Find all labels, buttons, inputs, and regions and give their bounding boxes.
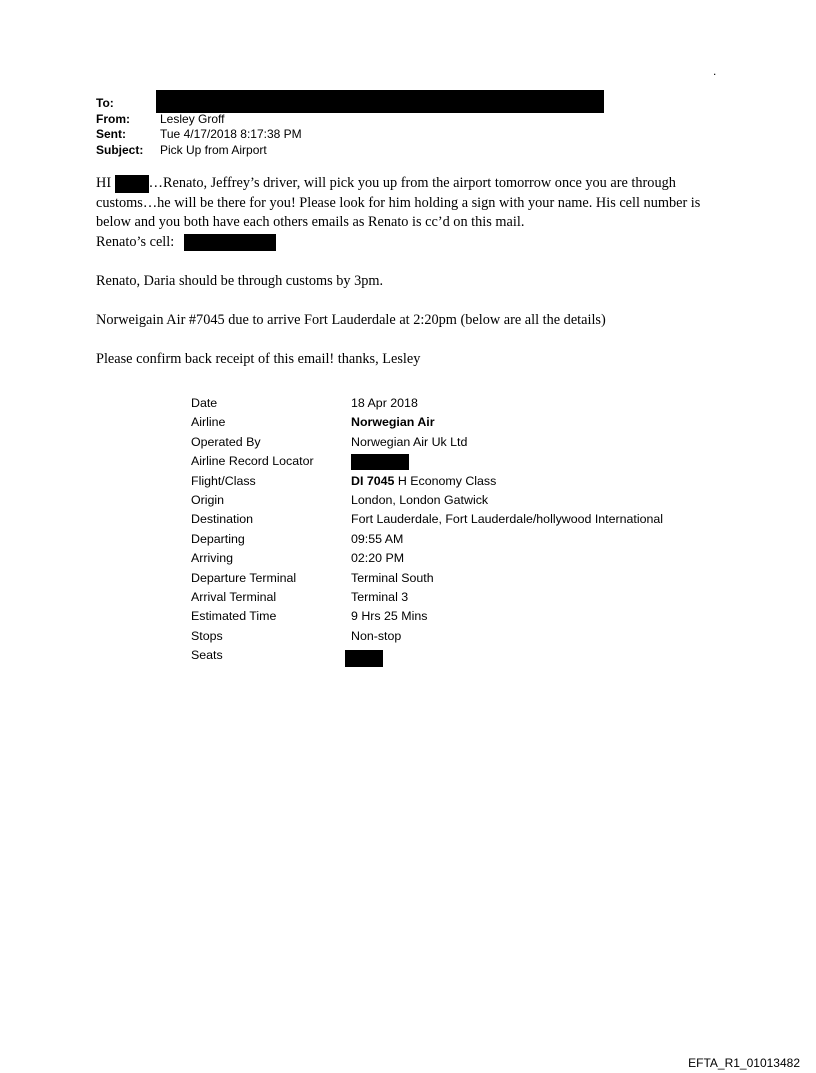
flight-class: H Economy Class — [394, 473, 497, 488]
redaction-seats — [345, 650, 383, 667]
flight-details-table — [191, 394, 663, 665]
body-paragraph-1 — [96, 174, 726, 252]
detail-row-origin — [191, 491, 663, 510]
detail-value: 09:55 AM — [351, 531, 404, 546]
detail-label: Departure Terminal — [191, 570, 297, 585]
detail-row-seats — [191, 646, 663, 665]
sent-label: Sent: — [96, 127, 126, 141]
detail-value: Norwegian Air Uk Ltd — [351, 434, 468, 449]
detail-label: Arriving — [191, 551, 233, 566]
detail-label: Origin — [191, 492, 225, 507]
subject-label: Subject: — [96, 142, 144, 157]
cell-label: Renato’s cell: — [96, 233, 175, 250]
body-paragraph-3: Norweigain Air #7045 due to arrive Fort Lauderdale at 2:20pm (below are all the details) — [96, 311, 606, 328]
email-header — [96, 96, 302, 158]
detail-label: Stops — [191, 628, 223, 643]
detail-value: Non-stop — [351, 628, 402, 643]
detail-value: Norwegian Air — [351, 415, 435, 430]
to-label: To: — [96, 96, 114, 110]
detail-row-arriving — [191, 549, 663, 568]
body-paragraph-2: Renato, Daria should be through customs by 3pm. — [96, 272, 384, 289]
from-row — [96, 112, 302, 128]
stray-dot: . — [713, 64, 717, 78]
body-paragraph-4: Please confirm back receipt of this email! thanks, Lesley — [96, 350, 421, 367]
detail-label: Date — [191, 396, 218, 410]
subject-value: Pick Up from Airport — [160, 142, 267, 157]
detail-value: 02:20 PM — [351, 551, 405, 566]
detail-value: Fort Lauderdale, Fort Lauderdale/hollywood International — [351, 512, 664, 527]
detail-label: Airline Record Locator — [191, 454, 314, 469]
from-value: Lesley Groff — [160, 111, 225, 126]
detail-row-stops — [191, 627, 663, 646]
detail-row-operated-by — [191, 433, 663, 452]
sent-row — [96, 127, 302, 143]
detail-row-airline — [191, 413, 663, 432]
detail-row-arrival-terminal — [191, 588, 663, 607]
detail-value: 9 Hrs 25 Mins — [351, 609, 428, 624]
detail-value — [351, 472, 496, 491]
redaction-name — [115, 175, 149, 193]
detail-row-date — [191, 394, 663, 413]
detail-label: Destination — [191, 512, 253, 527]
from-label: From: — [96, 111, 130, 126]
detail-label: Departing — [191, 531, 245, 546]
detail-row-flight-class — [191, 472, 663, 491]
sent-value: Tue 4/17/2018 8:17:38 PM — [160, 127, 302, 141]
to-row — [96, 96, 302, 112]
detail-row-record-locator — [191, 452, 663, 471]
detail-label: Arrival Terminal — [191, 589, 277, 604]
redaction-record-locator — [351, 454, 409, 470]
email-body — [96, 174, 726, 369]
greeting: HI — [96, 175, 112, 191]
detail-label: Airline — [191, 415, 226, 430]
detail-value: Terminal South — [351, 570, 434, 585]
detail-row-departing — [191, 530, 663, 549]
detail-row-estimated-time — [191, 607, 663, 626]
detail-value: London, London Gatwick — [351, 492, 489, 507]
detail-label: Estimated Time — [191, 609, 277, 624]
flight-code: DI 7045 — [351, 473, 395, 488]
redaction-cell — [184, 234, 276, 251]
detail-label: Seats — [191, 648, 223, 663]
detail-value: 18 Apr 2018 — [351, 396, 418, 410]
document-id: EFTA_R1_01013482 — [688, 1056, 800, 1070]
detail-label: Operated By — [191, 434, 261, 449]
detail-row-departure-terminal — [191, 569, 663, 588]
detail-row-destination — [191, 510, 663, 529]
subject-row — [96, 143, 302, 159]
body-paragraph-1-text: …Renato, Jeffrey’s driver, will pick you up from the airport tomorrow once you are through customs…he will be there for you! Please look for him holding a sign with your name. His cell number is below and you both have each others emails as Renato is cc’d on this mail. — [96, 175, 701, 230]
detail-value: Terminal 3 — [351, 589, 409, 604]
detail-label: Flight/Class — [191, 473, 256, 488]
